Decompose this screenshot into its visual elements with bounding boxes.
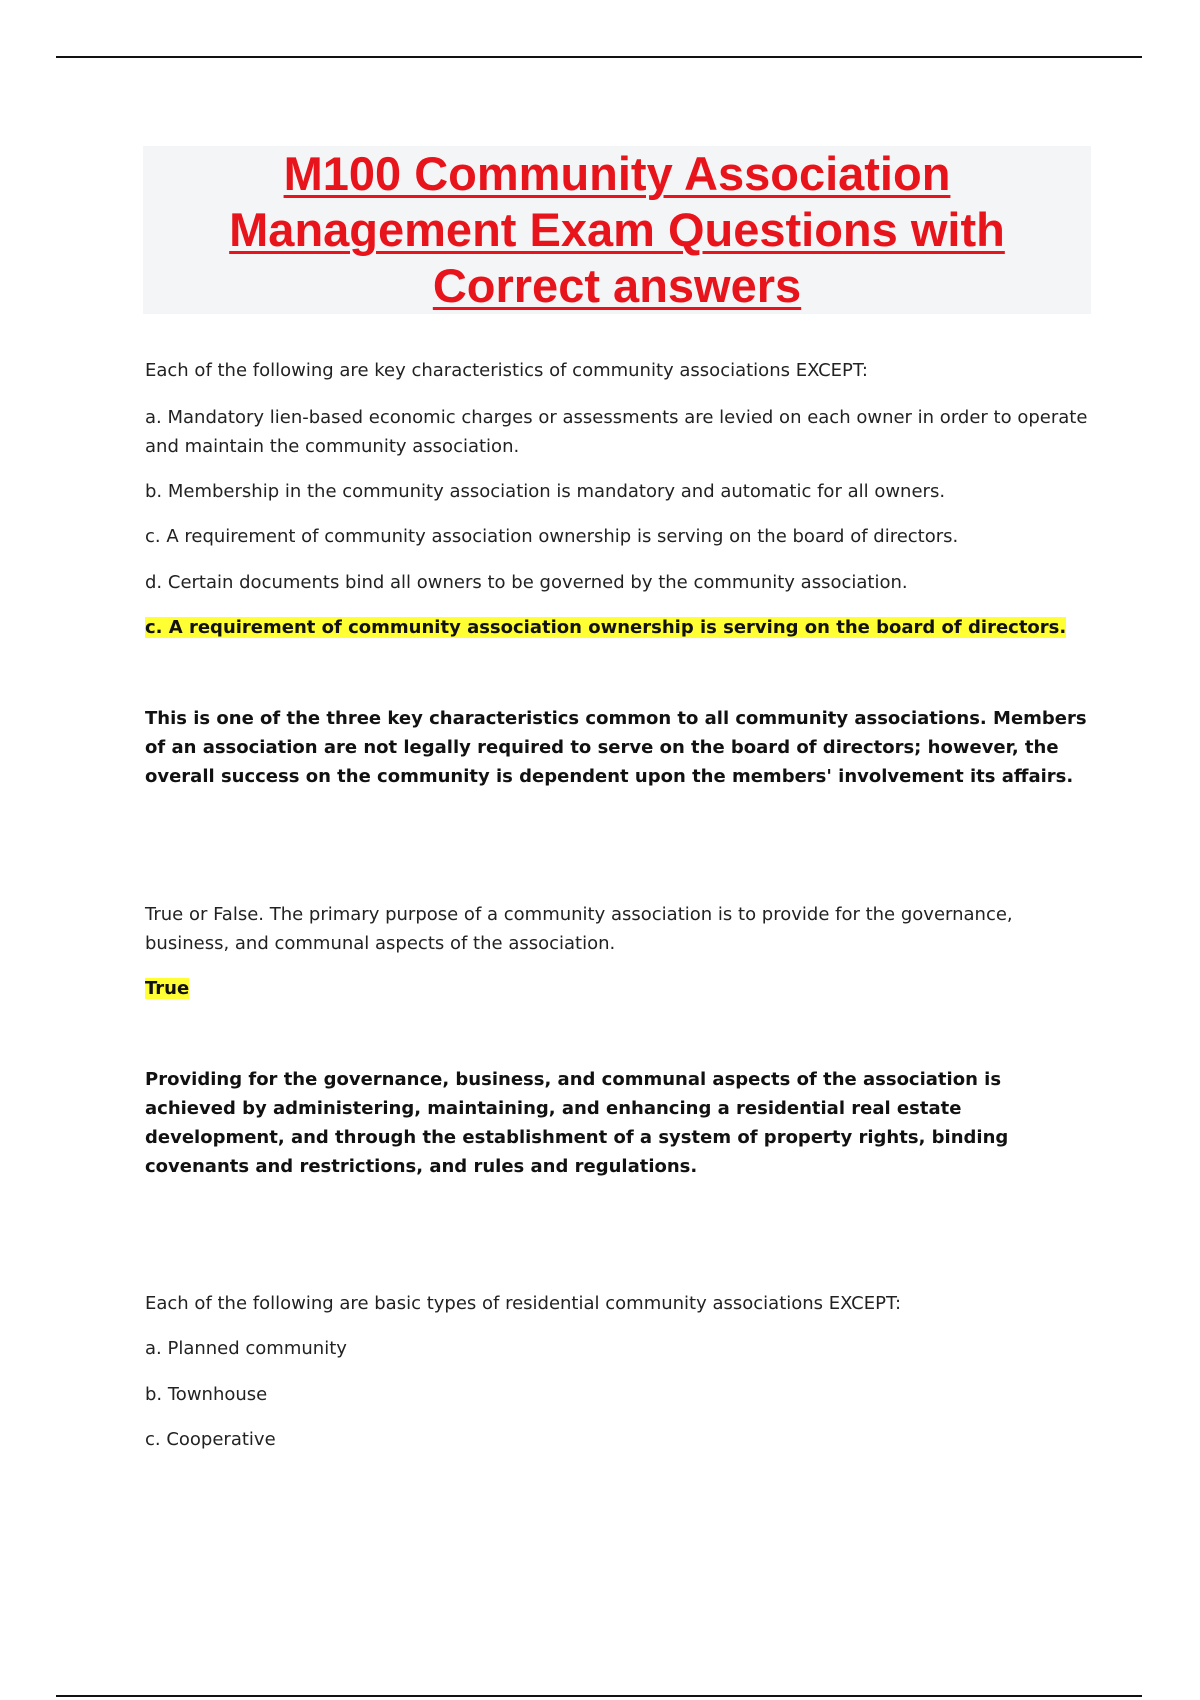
question-2-explanation — [145, 1065, 1095, 1181]
option-text: d. Certain documents bind all owners to be governed by the community association. — [145, 572, 908, 593]
question-1-explanation — [145, 704, 1095, 791]
bottom-rule — [56, 1695, 1142, 1697]
document-title — [143, 146, 1091, 314]
option-text: a. Planned community — [145, 1338, 347, 1359]
option-text: c. Cooperative — [145, 1429, 276, 1450]
title-banner — [143, 146, 1091, 314]
explanation-text: This is one of the three key characteristics common to all community associations. Members of an association are not legally required to serve on the board of directors; however, the overall success on the community is dependent upon the members' involvement its affairs. — [145, 708, 1087, 787]
question-1-answer — [145, 613, 1095, 642]
option-text: b. Membership in the community association is mandatory and automatic for all owners. — [145, 481, 946, 502]
explanation-text: Providing for the governance, business, and communal aspects of the association is achieved by administering, maintaining, and enhancing a residential real estate development, and through the establishment of a system of property rights, binding covenants and restrictions, and rules and regulations. — [145, 1069, 1009, 1177]
option-text: b. Townhouse — [145, 1384, 268, 1405]
option-text: c. A requirement of community association ownership is serving on the board of directors. — [145, 526, 959, 547]
question-3-option-b — [145, 1380, 1095, 1409]
question-1-option-d — [145, 568, 1095, 597]
question-1-option-a — [145, 403, 1095, 461]
title-line: M100 Community Association — [283, 147, 951, 200]
question-2-prompt — [145, 900, 1095, 958]
question-3-prompt — [145, 1289, 1095, 1318]
highlighted-answer: c. A requirement of community association ownership is serving on the board of directors. — [145, 617, 1067, 638]
question-1-option-b — [145, 477, 1095, 506]
top-rule — [56, 56, 1142, 58]
question-3-option-c — [145, 1425, 1095, 1454]
question-prompt: True or False. The primary purpose of a community association is to provide for the governance, business, and communal aspects of the association. — [145, 904, 1013, 954]
title-line: Management Exam Questions with — [229, 203, 1005, 256]
question-2-answer — [145, 974, 1095, 1003]
question-prompt: Each of the following are key characteristics of community associations EXCEPT: — [145, 360, 868, 381]
question-3-option-a — [145, 1334, 1095, 1363]
question-1-prompt — [145, 356, 1095, 385]
question-prompt: Each of the following are basic types of residential community associations EXCEPT: — [145, 1293, 902, 1314]
option-text: a. Mandatory lien-based economic charges or assessments are levied on each owner in order to operate and maintain the community association. — [145, 407, 1088, 457]
highlighted-answer: True — [145, 978, 190, 999]
question-1-option-c — [145, 522, 1095, 551]
title-line: Correct answers — [432, 259, 802, 312]
